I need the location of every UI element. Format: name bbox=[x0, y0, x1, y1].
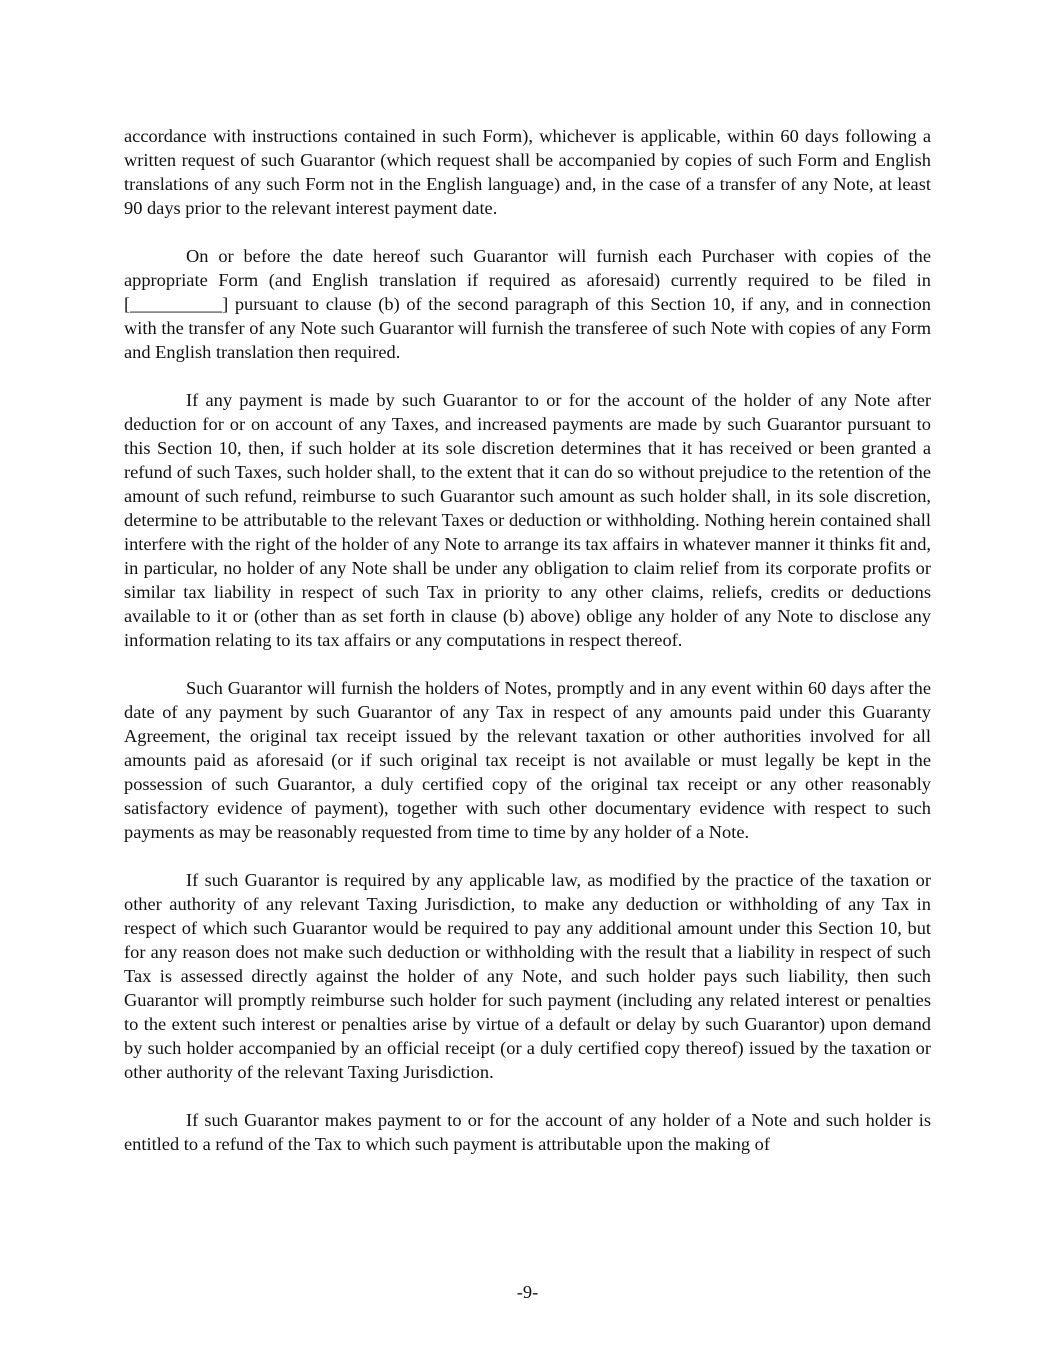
paragraph-tax-receipts: Such Guarantor will furnish the holders of Notes, promptly and in any event within 60 days after the date of any payment by such Guarantor of any Tax in respect of any amounts paid under this Guaranty Agreement, the original tax receipt issued by the relevant taxation or other authorities involved for all amounts paid as aforesaid (or if such original tax receipt is not available or must legally be kept in the possession of such Guarantor, a duly certified copy of the original tax receipt or any other reasonably satisfactory evidence of payment), together with such other documentary evidence with respect to such payments as may be reasonably requested from time to time by any holder of a Note. bbox=[124, 678, 931, 842]
paragraph-tax-refund: If any payment is made by such Guarantor to or for the account of the holder of any Note after deduction for or on account of any Taxes, and increased payments are made by such Guarantor pursuant to this Section 10, then, if such holder at its sole discretion determines that it has received or been granted a refund of such Taxes, such holder shall, to the extent that it can do so without prejudice to the retention of the amount of such refund, reimburse to such Guarantor such amount as such holder shall, in its sole discretion, determine to be attributable to the relevant Taxes or deduction or withholding. Nothing herein contained shall interfere with the right of the holder of any Note to arrange its tax affairs in whatever manner it thinks fit and, in particular, no holder of any Note shall be under any obligation to claim relief from its corporate profits or similar tax liability in respect of such Tax in priority to any other claims, reliefs, credits or deductions available to it or (other than as set forth in clause (b) above) oblige any holder of any Note to disclose any information relating to its tax affairs or any computations in respect thereof. bbox=[124, 390, 931, 650]
paragraph-form-furnishing: On or before the date hereof such Guarantor will furnish each Purchaser with copies of the appropriate Form (and English translation if required as aforesaid) currently required to be filed in [__________] pursuant to clause (b) of the second paragraph of this Section 10, if any, and in connection with the transfer of any Note such Guarantor will furnish the transferee of such Note with copies of any Form and English translation then required. bbox=[124, 246, 931, 362]
paragraph-continuation: accordance with instructions contained in such Form), whichever is applicable, within 60 days following a written request of such Guarantor (which request shall be accompanied by copies of such Form and English translations of any such Form not in the English language) and, in the case of a transfer of any Note, at least 90 days prior to the relevant interest payment date. bbox=[124, 126, 931, 218]
document-body bbox=[124, 124, 931, 1180]
page-number: -9- bbox=[516, 1282, 539, 1302]
paragraph-reimbursement: If such Guarantor is required by any applicable law, as modified by the practice of the taxation or other authority of any relevant Taxing Jurisdiction, to make any deduction or withholding of any Tax in respect of which such Guarantor would be required to pay any additional amount under this Section 10, but for any reason does not make such deduction or withholding with the result that a liability in respect of such Tax is assessed directly against the holder of any Note, and such holder pays such liability, then such Guarantor will promptly reimburse such holder for such payment (including any related interest or penalties to the extent such interest or penalties arise by virtue of a default or delay by such Guarantor) upon demand by such holder accompanied by an official receipt (or a duly certified copy thereof) issued by the taxation or other authority of the relevant Taxing Jurisdiction. bbox=[124, 870, 931, 1082]
paragraph-refund-entitlement: If such Guarantor makes payment to or for the account of any holder of a Note and such holder is entitled to a refund of the Tax to which such payment is attributable upon the making of bbox=[124, 1110, 931, 1154]
